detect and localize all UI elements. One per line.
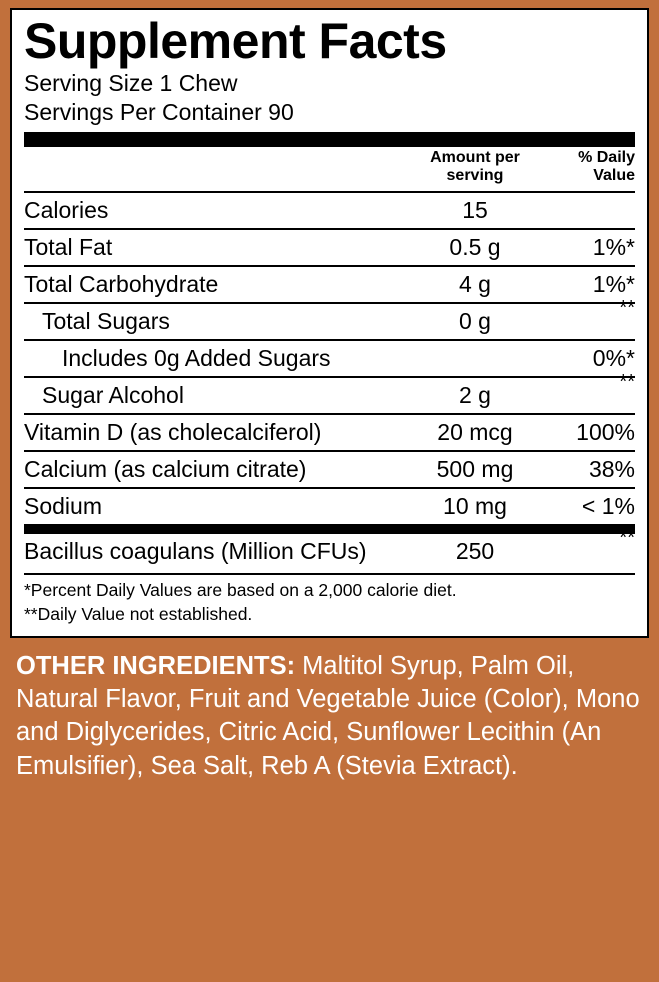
table-header-row bbox=[24, 147, 635, 192]
supplement-facts-panel bbox=[10, 8, 649, 638]
divider-thick-top bbox=[24, 132, 635, 147]
nutrient-name: Includes 0g Added Sugars bbox=[24, 340, 410, 377]
nutrient-name: Total Fat bbox=[24, 229, 410, 266]
nutrient-dv: < 1% bbox=[540, 488, 635, 529]
nutrient-amount bbox=[410, 340, 540, 377]
nutrient-amount: 20 mcg bbox=[410, 414, 540, 451]
nutrient-amount: 500 mg bbox=[410, 451, 540, 488]
nutrient-amount: 15 bbox=[410, 192, 540, 229]
nutrient-amount: 0 g bbox=[410, 303, 540, 340]
header-dv-line2: Value bbox=[593, 166, 635, 184]
other-ingredients-text: Maltitol Syrup, Palm Oil, Natural Flavor, Fruit and Vegetable Juice (Color), Mono and Diglycerides, Citric Acid, Sunflower Lecithin (An Emulsifier), Sea Salt, Reb A (Stevia Extract). bbox=[16, 652, 640, 780]
nutrient-dv: ** bbox=[540, 529, 635, 569]
servings-per-container-line: Servings Per Container 90 bbox=[24, 98, 294, 125]
other-ingredients bbox=[10, 638, 649, 783]
nutrient-amount: 0.5 g bbox=[410, 229, 540, 266]
nutrient-name: Sugar Alcohol bbox=[24, 377, 410, 414]
nutrient-name: Bacillus coagulans (Million CFUs) bbox=[24, 529, 410, 569]
nutrient-name: Total Carbohydrate bbox=[24, 266, 410, 303]
table-row bbox=[24, 340, 635, 377]
table-row bbox=[24, 488, 635, 529]
nutrient-dv: 38% bbox=[540, 451, 635, 488]
other-ingredients-label: OTHER INGREDIENTS: bbox=[16, 652, 296, 681]
table-row bbox=[24, 451, 635, 488]
table-row bbox=[24, 414, 635, 451]
nutrient-name: Total Sugars bbox=[24, 303, 410, 340]
nutrient-dv: 1%* bbox=[540, 229, 635, 266]
footnotes bbox=[24, 575, 635, 626]
nutrient-name: Vitamin D (as cholecalciferol) bbox=[24, 414, 410, 451]
table-row bbox=[24, 192, 635, 229]
nutrient-name: Calcium (as calcium citrate) bbox=[24, 451, 410, 488]
nutrient-dv: 1%* bbox=[540, 266, 635, 303]
table-row bbox=[24, 377, 635, 414]
header-blank bbox=[24, 147, 410, 192]
table-row bbox=[24, 229, 635, 266]
table-row bbox=[24, 529, 635, 569]
nutrient-dv: 100% bbox=[540, 414, 635, 451]
nutrient-dv: 0%* bbox=[540, 340, 635, 377]
nutrition-table bbox=[24, 147, 635, 569]
nutrient-amount: 2 g bbox=[410, 377, 540, 414]
nutrient-name: Calories bbox=[24, 192, 410, 229]
page-title: Supplement Facts bbox=[24, 13, 447, 69]
header-dv-line1: % Daily bbox=[578, 148, 635, 166]
nutrient-name: Sodium bbox=[24, 488, 410, 529]
serving-size-line: Serving Size 1 Chew bbox=[24, 70, 238, 96]
table-row bbox=[24, 266, 635, 303]
nutrient-dv: ** bbox=[540, 303, 635, 340]
header-amount-line1: Amount per bbox=[430, 148, 520, 166]
footnote-percent-daily-value: *Percent Daily Values are based on a 2,000 calorie diet. bbox=[24, 579, 457, 600]
header-amount-line2: serving bbox=[446, 166, 504, 184]
table-row bbox=[24, 303, 635, 340]
nutrient-amount: 10 mg bbox=[410, 488, 540, 529]
nutrient-dv: ** bbox=[540, 377, 635, 414]
footnote-daily-value-not-established: **Daily Value not established. bbox=[24, 603, 253, 624]
header-amount-per-serving bbox=[410, 147, 540, 192]
nutrient-amount: 4 g bbox=[410, 266, 540, 303]
nutrient-amount: 250 bbox=[410, 529, 540, 569]
nutrient-dv bbox=[540, 192, 635, 229]
header-daily-value bbox=[540, 147, 635, 192]
